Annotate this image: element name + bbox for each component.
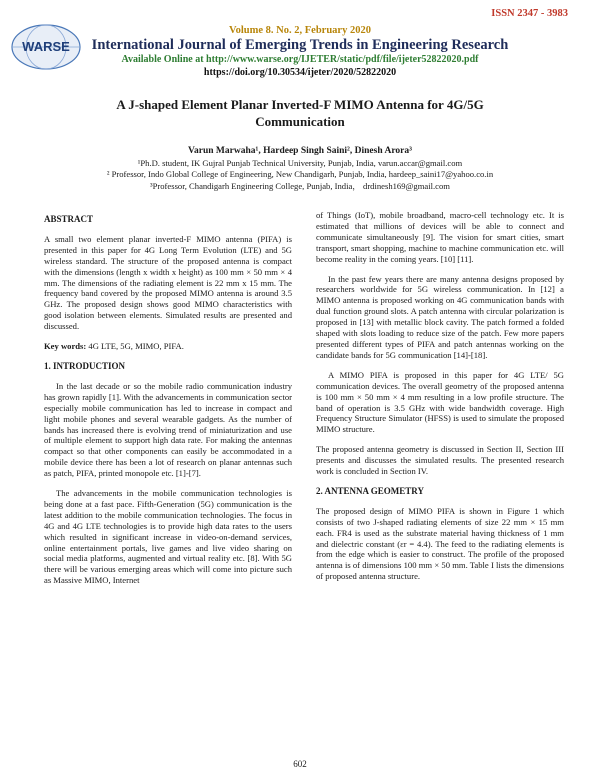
title-line-2: Communication bbox=[255, 114, 345, 129]
doi-link[interactable]: https://doi.org/10.30534/ijeter/2020/52822020 bbox=[203, 67, 397, 78]
affiliation-3: ³Professor, Chandigarh Engineering College, Punjab, India， drdinesh169@gmail.com bbox=[150, 181, 450, 191]
page-number: 602 bbox=[293, 759, 307, 769]
intro-heading: 1. INTRODUCTION bbox=[44, 360, 126, 371]
svg-text:WARSE: WARSE bbox=[22, 39, 70, 54]
authors: Varun Marwaha¹, Hardeep Singh Saini², Dinesh Arora³ bbox=[188, 146, 412, 156]
right-column bbox=[316, 210, 564, 591]
left-column bbox=[44, 208, 292, 595]
affiliation-1: ¹Ph.D. student, IK Gujral Punjab Technical University, Punjab, India, varun.accar@gmail.com bbox=[137, 158, 463, 168]
issn: ISSN 2347 - 3983 bbox=[491, 8, 568, 19]
title-line-1: A J-shaped Element Planar Inverted-F MIMO Antenna for 4G/5G bbox=[116, 97, 484, 112]
right-paragraph-3: A MIMO PIFA is proposed in this paper for 4G LTE/ 5G communication devices. The overall geometry of the proposed antenna is 100 mm × 50 mm × 4 mm resulting in a low profile structure. The band of operation is 3.5 GHz with wide bandwidth coverage. High Frequency Structure Simulator (HFSS) is used to simulate the proposed MIMO structure. bbox=[316, 369, 564, 435]
right-paragraph-2: In the past few years there are many antenna designs proposed by researchers worldwide for 5G wireless communication. In [12] a MIMO antenna is proposed working on 4G communication bands with dual function ground slots. A patch antenna with circular polarization is proposed in [13] with metallic block cavity. The patch formed a folded shaped with slots loading to reduce size of the patch. Few more papers presented different types of PIFA and patch antennas working on the candidate bands for 5G communication [14]-[18]. bbox=[316, 273, 564, 360]
online-url[interactable]: Available Online at http://www.warse.org/IJETER/static/pdf/file/ijeter52822020.pdf bbox=[121, 54, 479, 65]
right-paragraph-4: The proposed antenna geometry is discussed in Section II, Section III presents and discusses the simulated results. The presented research work is concluded in Section IV. bbox=[316, 444, 564, 477]
volume-issue: Volume 8. No. 2, February 2020 bbox=[229, 25, 371, 36]
paper-title bbox=[80, 96, 520, 130]
right-paragraph-1: of Things (IoT), mobile broadband, macro-cell technology etc. It is estimated that millions of devices will be able to connect and communicate simultaneously [9]. The vision for smart cities, smart transport, smart shopping, machine to machine communication etc. will become reality in the coming years. [10] [11]. bbox=[316, 210, 564, 264]
keywords-label: Key words: bbox=[44, 341, 87, 352]
intro-paragraph-2: The advancements in the mobile communication technologies is being done at a fast pace. Fifth-Generation (5G) communication is the latest addition to the mobile communication technologies. The focus in 4G and 4G LTE technologies is to provide high data rates to the users which resulted in significant increase in video-on-demand services, online entertainment portals, live games and live video sharing on social media platforms, augmented and virtual reality etc. [8]. With 5G there will be various emerging areas which will come into picture such as Massive MIMO, Internet bbox=[44, 488, 292, 586]
keywords bbox=[44, 341, 292, 352]
journal-title: International Journal of Emerging Trends in Engineering Research bbox=[91, 37, 509, 53]
geometry-paragraph: The proposed design of MIMO PIFA is shown in Figure 1 which consists of two J-shaped radiating elements of size 22 mm × 15 mm each. FR4 is used as the substrate material having thickness of 1 mm and dielectric constant (εr = 4.4). The feed to the radiating elements is from the edge which is easier to construct. The profile of the proposed antenna is of dimensions 100 mm × 50 mm. Table I lists the dimensions of proposed antenna structure. bbox=[316, 505, 564, 582]
intro-paragraph-1: In the last decade or so the mobile radio communication industry has grown rapidly [1]. With the advancements in communication sector especially mobile communication has led to increase in compact and light mobile phones and several wearable gadgets. As the number of bands has increased there is evolving trend of miniaturization and use of multiple element to support high data rate. For making the antennas compact so that other components can easily be accommodated in a mobile device there has been a lot of research on planar antennas such as patch, PIFA, printed monopole etc. [1]-[7]. bbox=[44, 380, 292, 479]
keywords-list: 4G LTE, 5G, MIMO, PIFA. bbox=[86, 341, 184, 352]
abstract-heading: ABSTRACT bbox=[44, 214, 94, 224]
geometry-heading: 2. ANTENNA GEOMETRY bbox=[316, 485, 424, 496]
affiliation-2: ² Professor, Indo Global College of Engineering, New Chandigarh, Punjab, India, hardeep_saini17@yahoo.co.in bbox=[106, 169, 494, 179]
abstract-text: A small two element planar inverted-F MIMO antenna (PIFA) is presented in this paper for 4G Long Term Evolution (LTE) and 5G wireless standard. The structure of the proposed antenna is compact with the dimensions (length x width x height) as 100 mm × 50 mm × 4 mm. The dimensions of the radiating element is 22 mm x 15 mm. The frequency band covered by the proposed MIMO antenna is around 3.5 GHz. The proposed design shows good MIMO characteristics with good isolation between elements. Simulated results are presented and discussed. bbox=[44, 233, 292, 332]
